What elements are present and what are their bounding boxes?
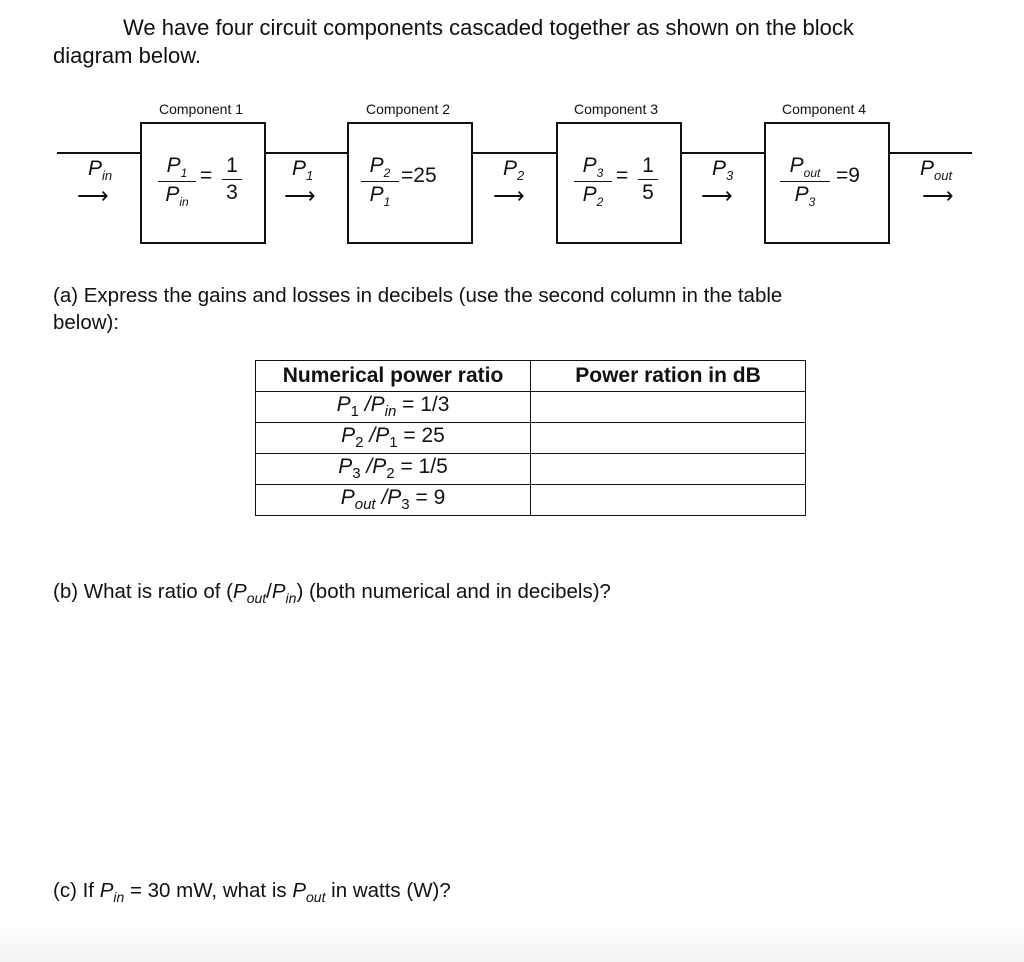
intro-text	[53, 14, 953, 70]
block-diagram	[0, 95, 1024, 255]
arrow-icon: ⟶	[77, 183, 109, 208]
table-row	[256, 485, 806, 516]
ratio-cell: $P_1$ $/P_{in} = 1/3$	[256, 392, 531, 423]
component-2-equation: $\frac{P_2}{P_1}$ =25	[349, 152, 471, 222]
component-3-label: Component 3	[573, 101, 659, 117]
intro-line-1: We have four circuit components cascaded together as shown on the block	[123, 15, 854, 40]
component-4-box	[764, 122, 890, 244]
signal-p-3: $P_3$	[712, 157, 734, 184]
ratio-cell: $P_3$ $/P_2 = 1/5$	[256, 454, 531, 485]
page-bottom-edge	[0, 920, 1024, 962]
component-1-equation: $P_1$ $P_{in}$ = $\frac{1}{3}$	[142, 152, 264, 222]
signal-p-2: $P_2$	[503, 157, 525, 184]
column-header: Power ration in dB	[531, 361, 806, 392]
intro-line-2: diagram below.	[53, 43, 201, 68]
signal-p-out: $P_{out}$	[920, 157, 953, 184]
table-row	[256, 454, 806, 485]
question-b: (b) What is ratio of $(P_{out}/P_{in})$ (both numerical and in decibels)?	[53, 580, 611, 607]
question-c: (c) If $P_{in} = 30$ mW, what is $P_{out}$ in watts (W)?	[53, 879, 451, 906]
component-4-equation: $P_{out}$ $P_3$ =9	[766, 152, 888, 222]
question-a-line-1: (a) Express the gains and losses in decibels (use the second column in the table	[53, 284, 783, 307]
question-a	[53, 282, 953, 336]
arrow-icon: ⟶	[493, 183, 525, 208]
table-row	[256, 392, 806, 423]
db-answer-cell[interactable]	[531, 454, 806, 485]
table-row	[256, 423, 806, 454]
component-2-box	[347, 122, 473, 244]
ratio-table	[255, 360, 806, 516]
db-answer-cell[interactable]	[531, 423, 806, 454]
arrow-icon: ⟶	[701, 183, 733, 208]
component-1-box	[140, 122, 266, 244]
column-header: Numerical power ratio	[256, 361, 531, 392]
table-header-row	[256, 361, 806, 392]
component-2-label: Component 2	[365, 101, 451, 117]
signal-p-1: $P_1$	[292, 157, 314, 184]
component-3-box	[556, 122, 682, 244]
signal-p-in: $P_{in}$	[88, 157, 113, 184]
arrow-icon: ⟶	[284, 183, 316, 208]
ratio-cell: $P_2$ $/P_1 = 25$	[256, 423, 531, 454]
db-answer-cell[interactable]	[531, 485, 806, 516]
db-answer-cell[interactable]	[531, 392, 806, 423]
arrow-icon: ⟶	[922, 183, 954, 208]
question-a-line-2: below):	[53, 311, 120, 334]
component-3-equation: $\frac{P_3}{P_2}$ = $\frac{1}{5}$	[558, 152, 680, 222]
component-1-label: Component 1	[158, 101, 244, 117]
ratio-cell: $P_{out}$ $/P_3 = 9$	[256, 485, 531, 516]
component-4-label: Component 4	[781, 101, 867, 117]
